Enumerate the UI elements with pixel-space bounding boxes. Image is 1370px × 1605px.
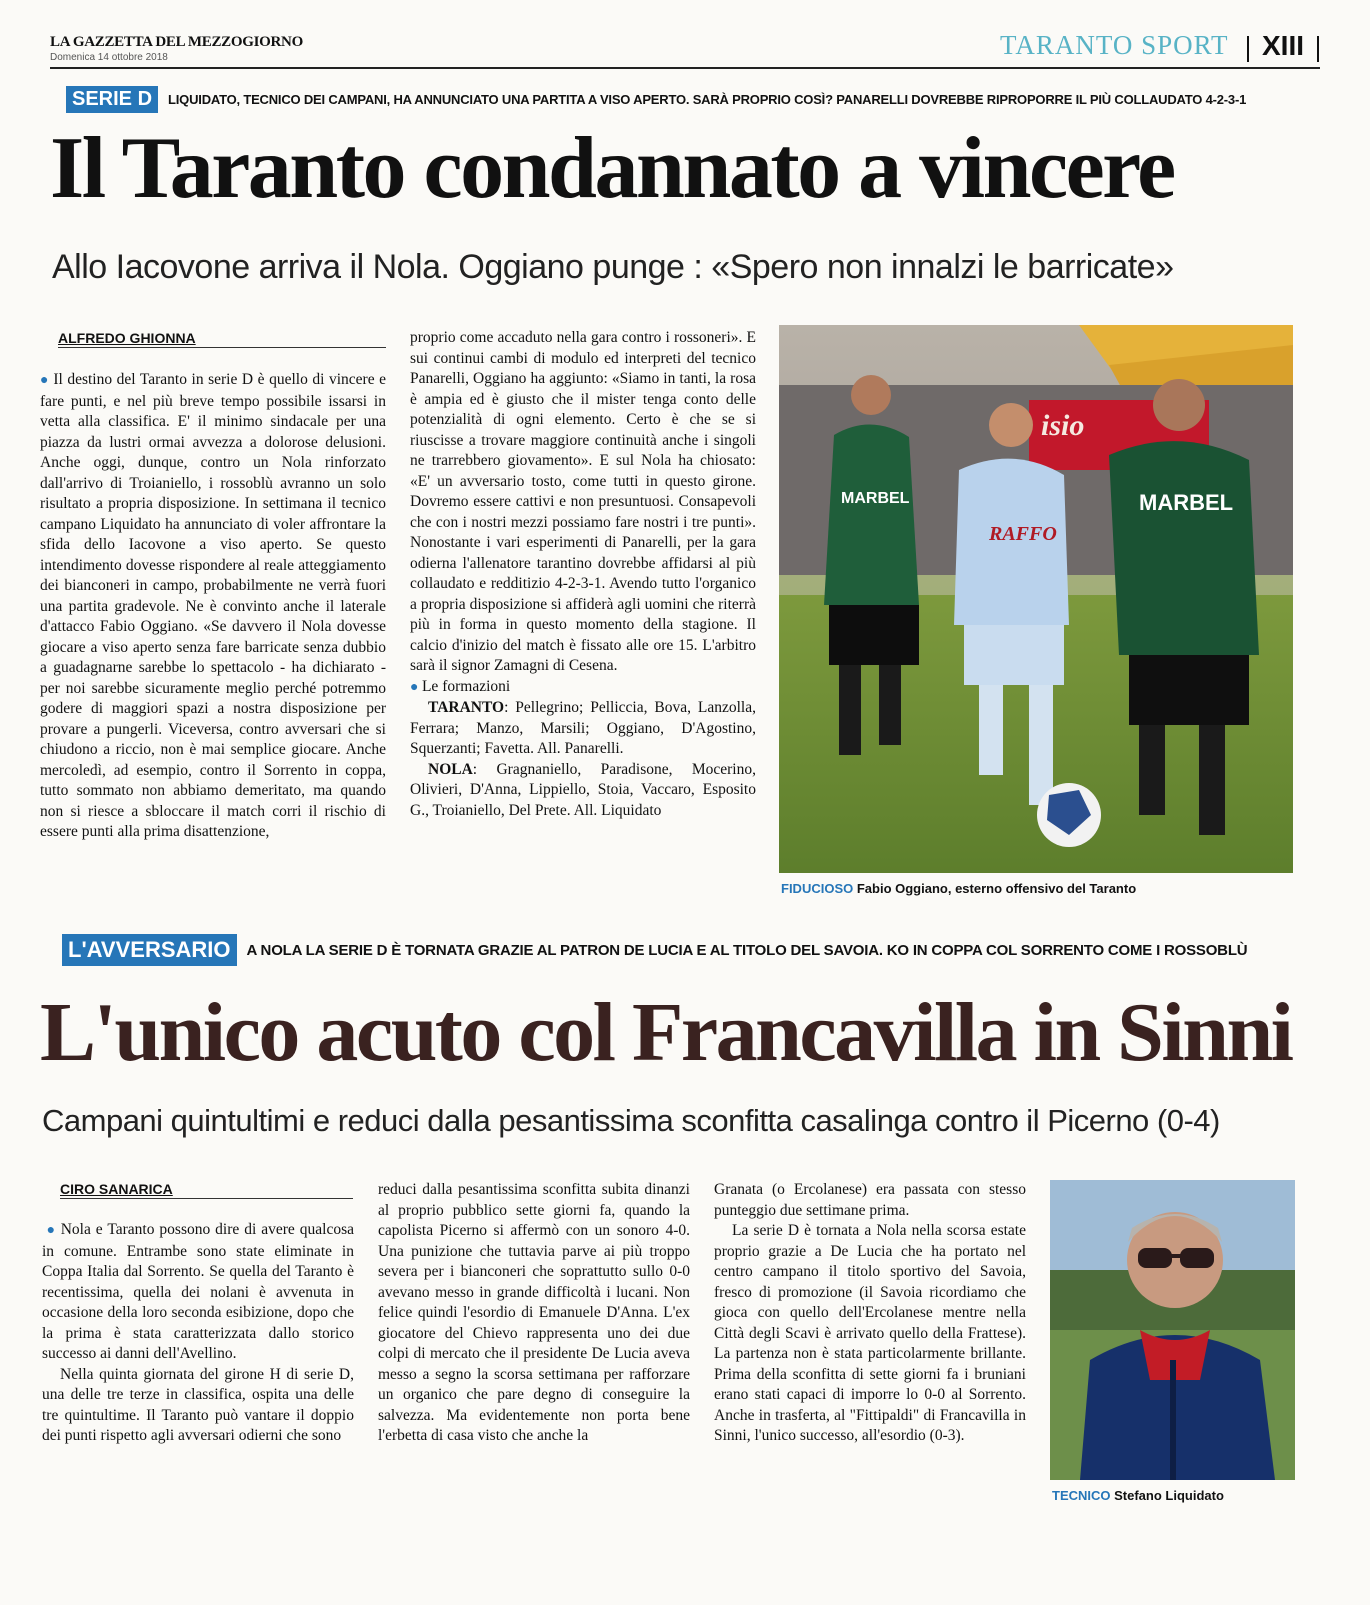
taranto-lineup: : Pellegrino; Pelliccia, Bova, Lanzolla, Ferrara; Manzo, Marsili; Oggiano, D'Agostino, Squerzanti; Favetta. All. Panarelli.	[410, 699, 756, 757]
formazioni-title: Le formazioni	[421, 677, 511, 695]
article2-tag: L'AVVERSARIO	[62, 934, 237, 966]
photo1-caption	[781, 881, 1136, 896]
shirt-sponsor: MARBEL	[1139, 490, 1234, 515]
shirt-sponsor: RAFFO	[989, 523, 1057, 545]
article2-kicker-row	[62, 934, 1247, 966]
photo2-caption	[1052, 1488, 1224, 1503]
article1-col1-text: Il destino del Taranto in serie D è quello di vincere e fare punti, e nel più breve tempo possibile issarsi in vetta alla classifica. E' il minimo sindacale per una piazza da lustri ormai avvezza a dolorose delusioni. Anche oggi, dunque, contro un Nola rinforzato dall'arrivo di Troianiello, i rossoblù avranno un solo risultato a propria disposizione. In settimana il tecnico campano Liquidato ha annunciato di voler affrontare la sfida dello Iacovone a viso aperto. Se questo intendimento dovesse rispondere al reale atteggiamento dei bianconeri in campo, probabilmente ne verrà fuori una partita gradevole. Ne è convinto anche il laterale d'attacco Fabio Oggiano. «Se davvero il Nola dovesse giocare a viso aperto senza fare barricate senza dubbio a guadagnarne sarebbe lo spettacolo - ha dichiarato - per noi sarebbe sicuramente meglio perché potremmo godere di maggiori spazi a nostra disposizione per provare a pungerli. Viceversa, contro avversari che si chiudono a riccio, non è mai semplice giocare. Anche mercoledì, ad esempio, contro il Sorrento in coppa, tutto sommato non abbiamo demeritato, ma quando non si riesce a sbloccare il match corri il rischio di essere punti alla prima disattenzione,	[40, 371, 387, 840]
article1-author: ALFREDO GHIONNA	[58, 330, 196, 346]
photo1-caption-label: FIDUCIOSO	[781, 881, 854, 896]
section-title: TARANTO SPORT	[1000, 30, 1229, 60]
article1-col2-text: proprio come accaduto nella gara contro i rossoneri». E sui continui cambi di modulo ed interpreti del tecnico Panarelli, Oggiano ha aggiunto: «Siamo in tanti, la rosa è ampia ed è giusto che il mister tenga conto delle potenzialità di ogni elemento. Certo è che se si riuscisse a trovare maggiore continuità anche i singoli ne trarrebbero giovamento». E sul Nola ha chiosato: «E' un avversario tosto, come tutti in questo girone. Dovremo essere cattivi e non presuntuosi. Consapevoli che con i nostri mezzi possiamo fare nostri i tre punti». Nonostante i vari esperimenti di Panarelli, per la gara odierna l'allenatore tarantino dovrebbe affidarsi al più collaudato e redditizio 4-2-3-1. Avendo tutto l'organico a propria disposizione si affiderà agli uomini che riterrà più in forma in questo momento della stagione. Il calcio d'inizio del match è fissato alle ore 15. L'arbitro sarà il signor Zamagni di Cesena.	[410, 329, 756, 674]
newspaper-name: LA GAZZETTA DEL MEZZOGIORNO	[50, 34, 303, 50]
article1-kicker-row	[66, 86, 1246, 113]
author-rule	[60, 1198, 353, 1199]
photo2-caption-label: TECNICO	[1052, 1488, 1111, 1503]
article1-headline: Il Taranto condannato a vincere	[50, 120, 1174, 217]
article2-column-2	[378, 1180, 690, 1447]
masthead-divider	[1247, 36, 1249, 62]
article1-kicker: LIQUIDATO, TECNICO DEI CAMPANI, HA ANNUNCIATO UNA PARTITA A VISO APERTO. SARÀ PROPRIO COSÌ? PANARELLI DOVREBBE RIPROPORRE IL PIÙ COLLAUDATO 4-2-3-1	[168, 92, 1247, 107]
photo2-caption-text: Stefano Liquidato	[1110, 1488, 1224, 1503]
article1-column-2	[410, 328, 756, 821]
article2-column-3	[714, 1180, 1026, 1447]
issue-date: Domenica 14 ottobre 2018	[50, 52, 168, 63]
bullet-icon: ●	[40, 373, 54, 388]
coach-photo-illustration	[1050, 1180, 1295, 1480]
photo1-caption-text: Fabio Oggiano, esterno offensivo del Taranto	[853, 881, 1137, 896]
article2-col3-p2: La serie D è tornata a Nola nella scorsa estate proprio grazie a De Lucia che ha portato nel centro campano il titolo sportivo del Savoia, fresco di promozione (il Savoia ricordiamo che gioca con quello dell'Ercolanese mentre nella Città degli Scavi è arrivato quello della Frattese). La partenza non è stata particolarmente brillante. Prima della sconfitta di sette giorni fa i bruniani erano stati capaci di imporre lo 0-0 al Sorrento. Anche in trasferta, al "Fittipaldi" di Francavilla in Sinni, l'unico successo, all'esordio (0-3).	[714, 1222, 1026, 1444]
football	[1037, 783, 1101, 847]
coach-photo	[1050, 1180, 1295, 1480]
article2-col3-p1: Granata (o Ercolanese) era passata con stesso punteggio due settimane prima.	[714, 1181, 1026, 1219]
article2-column-1	[42, 1220, 354, 1447]
article1-subhead: Allo Iacovone arriva il Nola. Oggiano punge : «Spero non innalzi le barricate»	[52, 248, 1174, 286]
article1-tag: SERIE D	[66, 86, 158, 113]
nola-lineup: : Gragnaniello, Paradisone, Mocerino, Olivieri, D'Anna, Lippiello, Stoia, Vaccaro, Esposito G., Troianiello, Del Prete. All. Liquidato	[410, 760, 756, 819]
article2-kicker: A NOLA LA SERIE D È TORNATA GRAZIE AL PATRON DE LUCIA E AL TITOLO DEL SAVOIA. KO IN COPPA COL SORRENTO COME I ROSSOBLÙ	[246, 941, 1248, 959]
page-number: XIII	[1262, 30, 1305, 61]
bullet-icon: ●	[410, 679, 422, 695]
sponsor-board-text: isio	[1041, 409, 1085, 442]
match-photo	[779, 325, 1293, 873]
masthead-divider-right	[1317, 36, 1319, 62]
article2-col2-text: reduci dalla pesantissima sconfitta subita dinanzi al proprio pubblico sette giorni fa, quando la capolista Picerno si affermò con un sonoro 4-0. Una punizione che tuttavia parve ai più troppo severa per i bianconeri che soprattutto sullo 0-0 avevano messo in grande difficoltà i lucani. Non felice quindi l'esordio di Emanuele D'Anna. L'ex giocatore del Chievo rappresenta uno dei due colpi di mercato che il presidente De Lucia aveva messo a segno la scorsa settimana per rafforzare un organico che pare degno di conseguire la salvezza. Ma evidentemente non porta bene l'erbetta di casa visto che anche la	[378, 1181, 690, 1444]
masthead-rule	[50, 67, 1320, 69]
nola-label: NOLA	[428, 760, 473, 778]
article2-col1-p2: Nella quinta giornata del girone H di serie D, una delle tre terze in classifica, ospita una delle tre quintultime. Il Taranto può vantare il doppio dei punti rispetto agli avversari odierni che sono	[42, 1365, 354, 1444]
article2-col1-p1: Nola e Taranto possono dire di avere qualcosa in comune. Entrambe sono state eliminate in Coppa Italia dal Sorrento. Se quella del Taranto è recentissima, quella dei nolani è avvenuta in occasione della loro seconda esibizione, dopo che la prima è stata caratterizzata dallo storico successo ai danni dell'Avellino.	[42, 1221, 354, 1362]
article1-column-1	[40, 370, 386, 843]
article2-author: CIRO SANARICA	[60, 1181, 173, 1197]
author-rule	[58, 347, 386, 348]
taranto-label: TARANTO	[428, 699, 505, 716]
bullet-icon: ●	[42, 1223, 61, 1238]
shirt-sponsor: MARBEL	[841, 490, 910, 507]
article2-subhead: Campani quintultimi e reduci dalla pesantissima sconfitta casalinga contro il Picerno (0-4)	[42, 1103, 1220, 1138]
article2-headline: L'unico acuto col Francavilla in Sinni	[40, 986, 1292, 1079]
match-photo-illustration	[779, 325, 1293, 873]
